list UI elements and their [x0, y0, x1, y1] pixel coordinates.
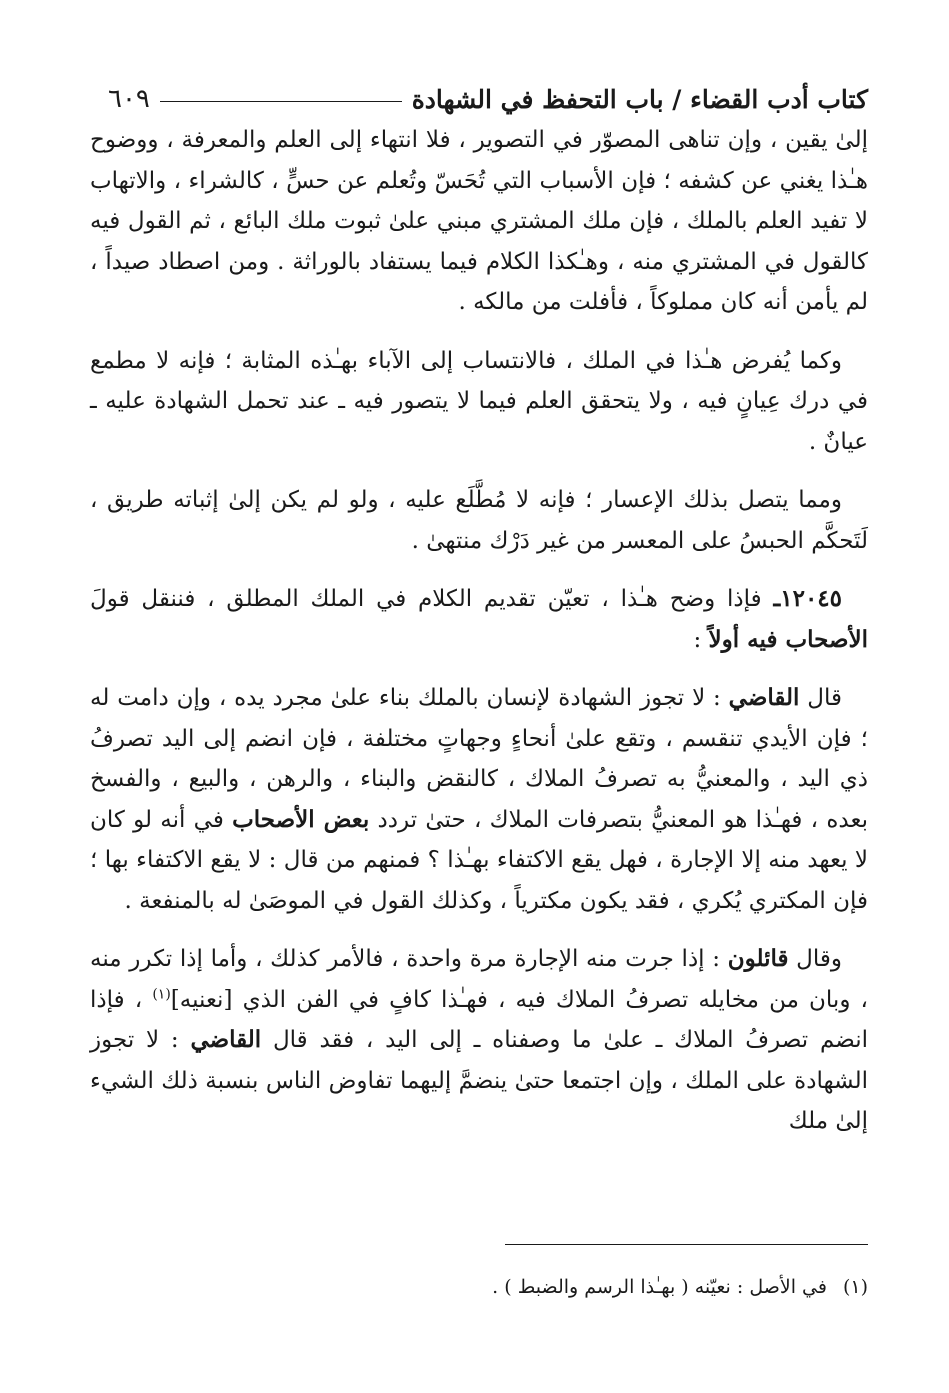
- paragraph-4-tail: :: [693, 626, 709, 653]
- issue-number: ١٢٠٤٥ـ: [773, 585, 843, 612]
- body-text: [90, 120, 868, 1142]
- paragraph-6-text-b: ، فإذا انضم تصرفُ الملاك ـ علىٰ ما وصفناه ـ إلى اليد ، فقد قال: [90, 986, 868, 1053]
- paragraph-5-lead: قال: [799, 685, 843, 711]
- paragraph-4-text: فإذا وضح هـٰذا ، تعيّن تقديم الكلام في الملك المطلق ، فننقل قولَ: [90, 586, 762, 612]
- paragraph-6-text-c: : لا تجوز الشهادة على الملك ، وإن اجتمعا حتىٰ ينضمَّ إليهما تفاوض الناس بنسبة ذلك الشيء إلىٰ ملك: [90, 1027, 868, 1134]
- paragraph-5-text-a: : لا تجوز الشهادة لإنسان بالملك بناء علىٰ مجرد يده ، وإن دامت له ؛ فإن الأيدي تنقسم ، وتقع علىٰ أنحاءٍ وجهاتٍ مختلفة ، فإن انضم إلى اليد تصرفُ ذي اليد ، والمعنيُّ به تصرفُ الملاك ، كالنقض والبناء ، والرهن ، والبيع ، والفسخ بعده ، فهـٰذا هو المعنيُّ بتصرفات الملاك ، حتىٰ تردد: [90, 685, 868, 833]
- paragraph-6: [90, 939, 868, 1142]
- paragraph-1-text: إلىٰ يقين ، وإن تناهى المصوّر في التصوير ، فلا انتهاء إلى العلم والمعرفة ، ووضوح هـٰذا يغني عن كشفه ؛ فإن الأسباب التي تُحَسّ وتُعلم عن حسٍّ ، كالشراء ، والاتهاب لا تفيد العلم بالملك ، فإن ملك المشتري مبني علىٰ ثبوت ملك البائع ، ثم القول فيه كالقول في المشتري منه ، وهـٰكذا الكلام فيما يستفاد بالوراثة . ومن اصطاد صيداً ، لم يأمن أنه كان مملوكاً ، فأفلت من مالكه .: [90, 127, 868, 315]
- footnote-ref[interactable]: (١): [152, 985, 171, 1002]
- paragraph-5-bold-mid: بعض الأصحاب: [232, 805, 370, 833]
- paragraph-1: [90, 120, 868, 323]
- paragraph-3-text: ومما يتصل بذلك الإعسار ؛ فإنه لا مُطَّلَع عليه ، ولو لم يكن إلىٰ إثباته طريق ، لَتَحكَّم الحبسُ على المعسر من غير دَرْك منتهىٰ .: [90, 487, 868, 554]
- paragraph-4: [90, 579, 868, 660]
- paragraph-5: [90, 678, 868, 921]
- footnote-mark: (١): [842, 1276, 868, 1298]
- paragraph-6-bold-lead: قائلون: [727, 945, 789, 972]
- running-header: [90, 70, 868, 114]
- page: [90, 70, 868, 1160]
- paragraph-6-text-a: : إذا جرت منه الإجارة مرة واحدة ، فالأمر كذلك ، وأما إذا تكرر منه ، وبان من مخايله تصرفُ الملاك فيه ، فهـٰذا كافٍ في الفن الذي [نعنيه]: [90, 946, 868, 1013]
- paragraph-6-bold-mid: القاضي: [190, 1026, 262, 1053]
- footnote-text: في الأصل : نعيّنه ( بهـٰذا الرسم والضبط ) .: [492, 1276, 827, 1298]
- footnote: [90, 1272, 868, 1302]
- paragraph-2-text: وكما يُفرض هـٰذا في الملك ، فالانتساب إلى الآباء بهـٰذه المثابة ؛ فإنه لا مطمع في درك عِيانٍ فيه ، ولا يتحقق العلم فيما لا يتصور فيه ـ عند تحمل الشهادة عليه ـ عيانٌ .: [90, 347, 868, 455]
- footnote-rule: [505, 1244, 868, 1245]
- paragraph-3: [90, 480, 868, 561]
- paragraph-2: [90, 341, 868, 463]
- paragraph-6-lead: وقال: [788, 946, 843, 972]
- paragraph-5-text-b: في أنه لو كان لا يعهد منه إلا الإجارة ، فهل يقع الاكتفاء بهـٰذا ؟ فمنهم من قال : لا يقع الاكتفاء بها ؛ فإن المكتري يُكري ، فقد يكون مكترياً ، وكذلك القول في الموصَىٰ له بالمنفعة .: [90, 806, 868, 914]
- header-title: كتاب أدب القضاء / باب التحفظ في الشهادة: [411, 85, 868, 114]
- header-rule: [160, 101, 402, 102]
- paragraph-5-bold-lead: القاضي: [728, 684, 800, 711]
- page-number: ٦٠٩: [108, 84, 150, 114]
- paragraph-4-bold: الأصحاب فيه أولاً: [708, 625, 868, 653]
